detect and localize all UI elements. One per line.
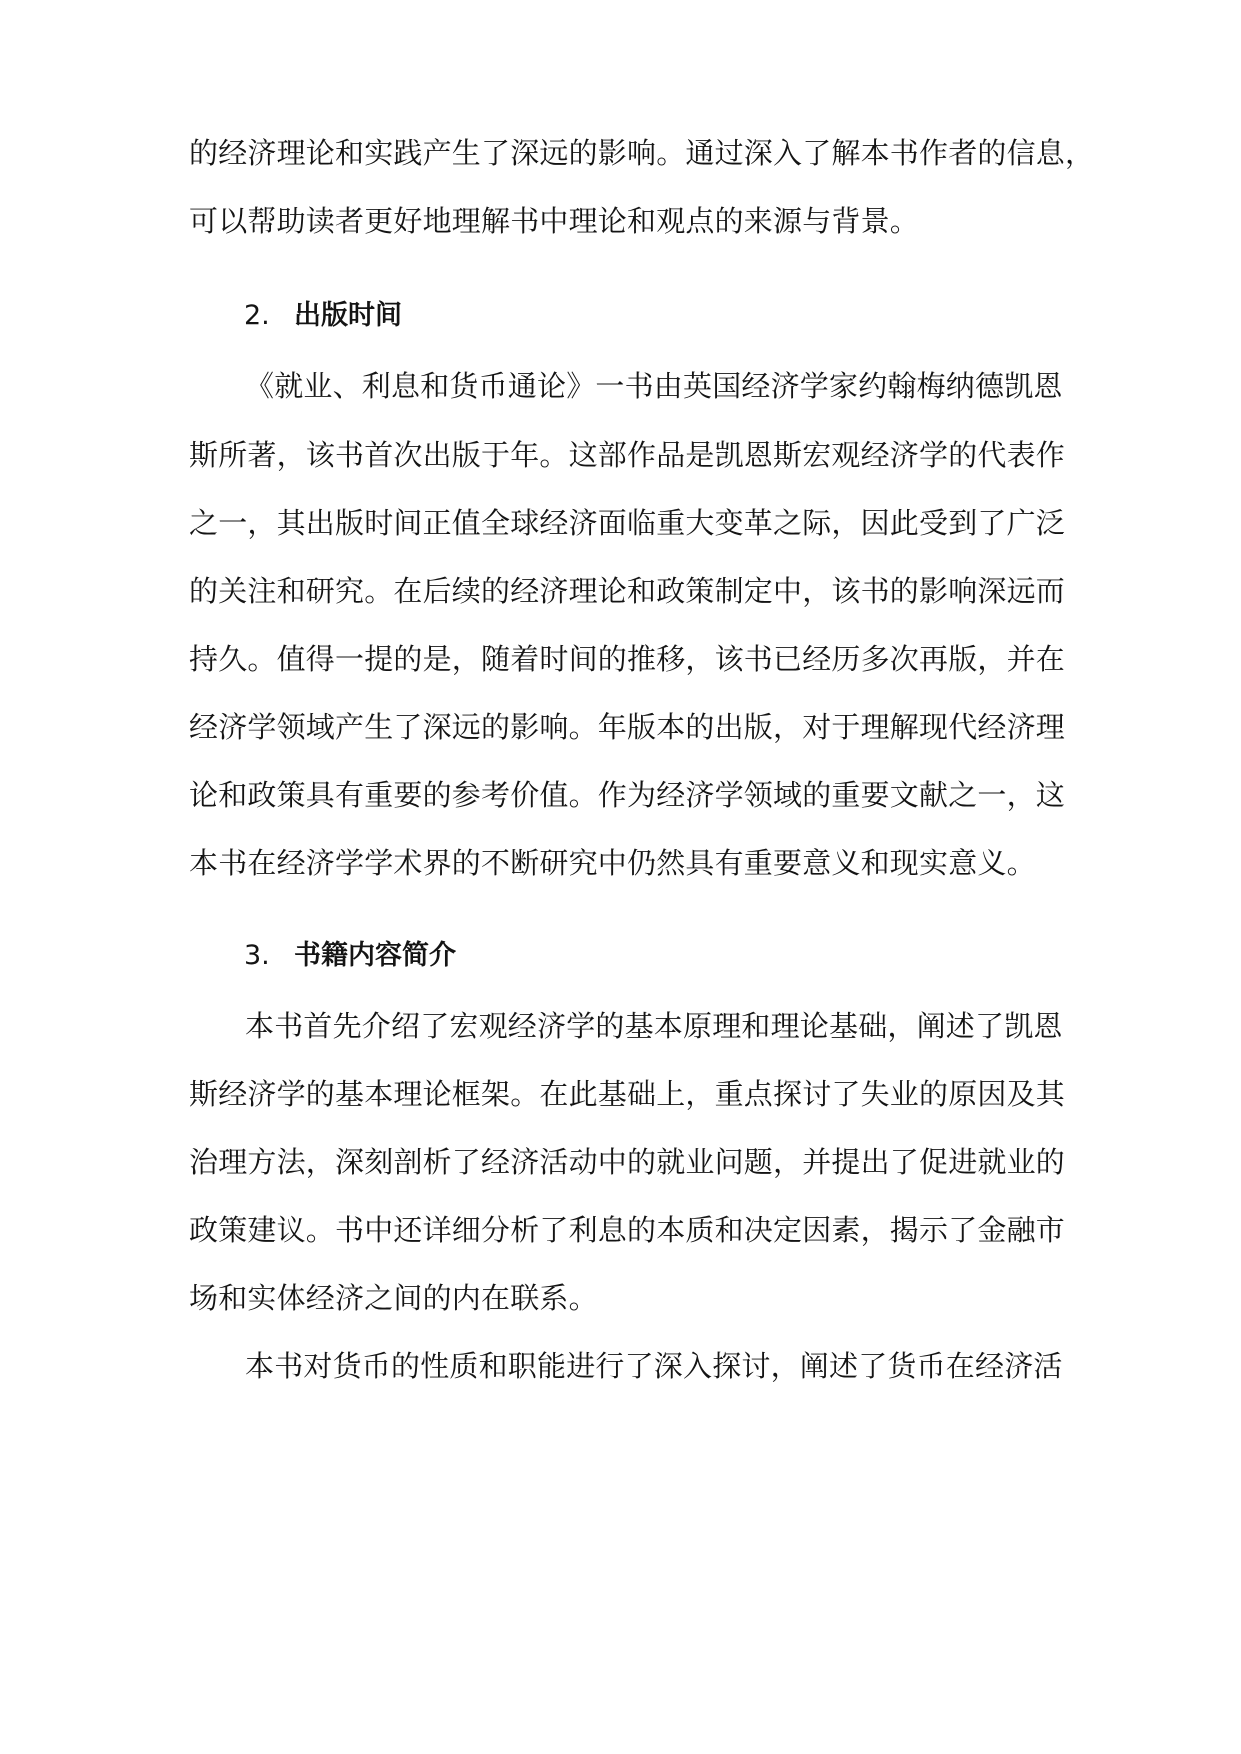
intro-line-1: 的经济理论和实践产生了深远的影响。通过深入了解本书作者的信息， (189, 136, 1095, 170)
section-2-line-1: 《就业、利息和货币通论》一书由英国经济学家约翰梅纳德凯恩 (245, 369, 1063, 403)
section-3-p1-line-2: 斯经济学的基本理论框架。在此基础上，重点探讨了失业的原因及其 (189, 1077, 1066, 1111)
section-2-line-6: 经济学领域产生了深远的影响。年版本的出版，对于理解现代经济理 (189, 710, 1066, 744)
section-2-number: 2. (244, 300, 270, 331)
section-3-p1-line-4: 政策建议。书中还详细分析了利息的本质和决定因素，揭示了金融市 (189, 1213, 1066, 1247)
section-2-heading (244, 296, 402, 336)
section-2-line-4: 的关注和研究。在后续的经济理论和政策制定中，该书的影响深远而 (189, 574, 1066, 608)
section-3-p1-line-3: 治理方法，深刻剖析了经济活动中的就业问题，并提出了促进就业的 (189, 1145, 1066, 1179)
section-3-number: 3. (244, 940, 270, 971)
section-3-heading (244, 936, 456, 976)
section-3-p1-line-5: 场和实体经济之间的内在联系。 (189, 1281, 598, 1315)
intro-line-2: 可以帮助读者更好地理解书中理论和观点的来源与背景。 (189, 204, 920, 238)
section-3-p1-line-1: 本书首先介绍了宏观经济学的基本原理和理论基础，阐述了凯恩 (245, 1009, 1063, 1043)
section-2-line-5: 持久。值得一提的是，随着时间的推移，该书已经历多次再版，并在 (189, 642, 1066, 676)
section-2-line-8: 本书在经济学学术界的不断研究中仍然具有重要意义和现实意义。 (189, 846, 1036, 880)
section-3-p2-line-1: 本书对货币的性质和职能进行了深入探讨，阐述了货币在经济活 (245, 1349, 1063, 1383)
section-2-line-7: 论和政策具有重要的参考价值。作为经济学领域的重要文献之一，这 (189, 778, 1066, 812)
section-3-title: 书籍内容简介 (294, 940, 456, 971)
section-2-line-3: 之一，其出版时间正值全球经济面临重大变革之际，因此受到了广泛 (189, 506, 1066, 540)
section-2-title: 出版时间 (294, 300, 402, 331)
section-2-line-2: 斯所著，该书首次出版于年。这部作品是凯恩斯宏观经济学的代表作 (189, 438, 1066, 472)
